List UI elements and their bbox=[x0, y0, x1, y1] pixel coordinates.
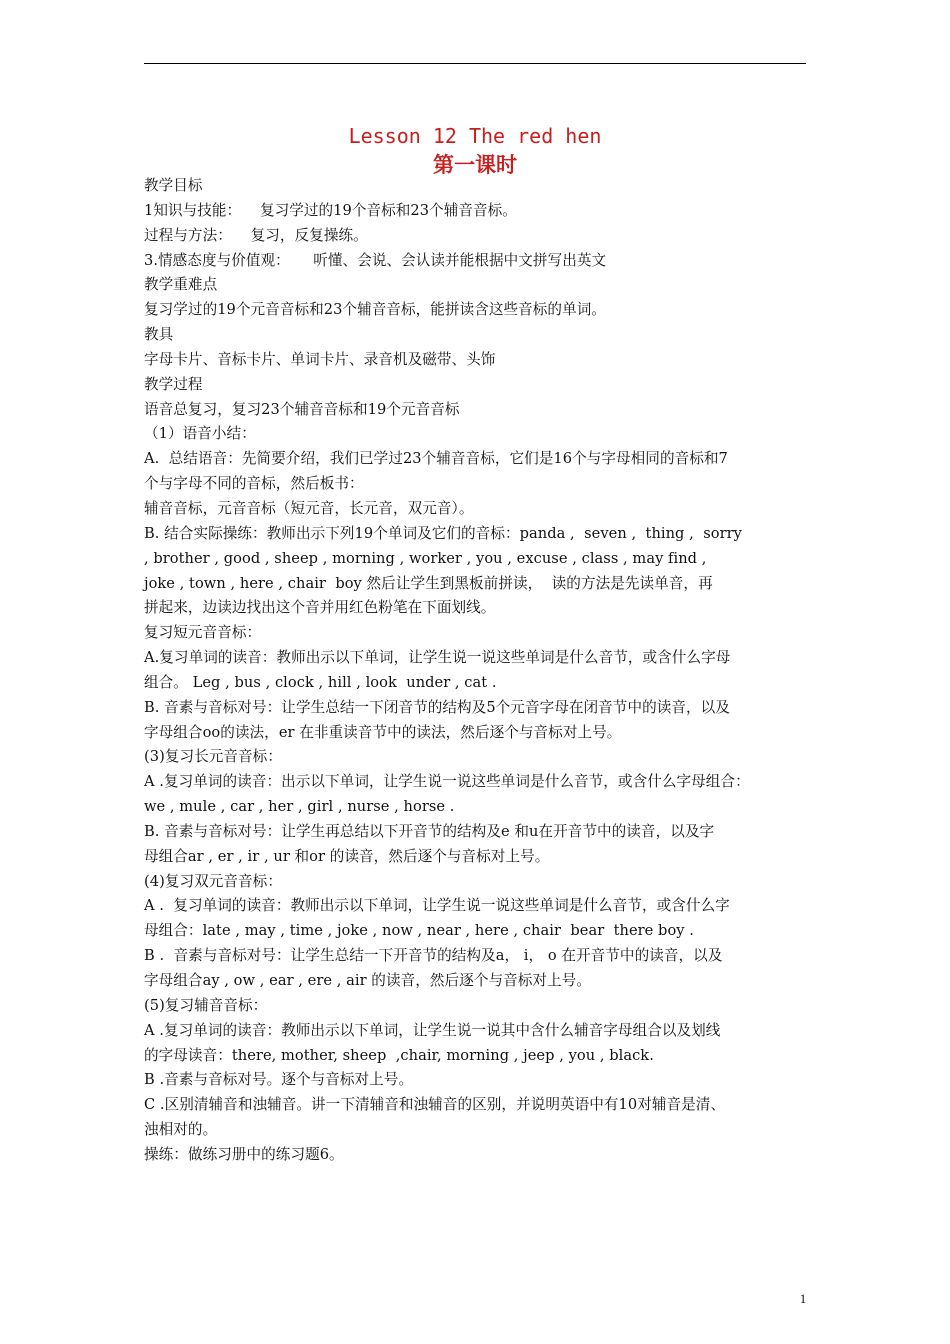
lesson-title: Lesson 12 The red hen bbox=[348, 124, 602, 148]
text-line: 组合。 Leg , bus , clock , hill , look under , cat . bbox=[144, 673, 497, 691]
text-line: A. 总结语音：先简要介绍，我们已学过23个辅音音标，它们是16个与字母相同的音标和7 bbox=[144, 450, 728, 468]
text-line: 字母卡片、音标卡片、单词卡片、录音机及磁带、头饰 bbox=[144, 350, 496, 368]
text-line: (5)复习辅音音标： bbox=[144, 996, 268, 1014]
page-number: 1 bbox=[799, 1291, 807, 1306]
text-line: 母组合ar , er , ir , ur 和or 的读音，然后逐个与音标对上号。 bbox=[144, 847, 550, 865]
text-line: (4)复习双元音音标： bbox=[144, 872, 282, 890]
text-line: C .区别清辅音和浊辅音。讲一下清辅音和浊辅音的区别，并说明英语中有10对辅音是清、 bbox=[144, 1096, 726, 1114]
text-line: , brother , good , sheep , morning , worker , you , excuse , class , may find , bbox=[144, 549, 707, 567]
text-line: 个与字母不同的音标，然后板书： bbox=[144, 475, 364, 493]
text-line: 教具 bbox=[144, 326, 174, 344]
text-line: B . 音素与音标对号：让学生总结一下开音节的结构及a， i， o 在开音节中的读音，以及 bbox=[144, 947, 723, 965]
text-line: 浊相对的。 bbox=[144, 1121, 218, 1139]
text-line: 复习学过的19个元音音标和23个辅音音标，能拼读含这些音标的单词。 bbox=[144, 301, 607, 319]
text-line: （1）语音小结： bbox=[144, 425, 256, 443]
text-line: B. 音素与音标对号：让学生再总结以下开音节的结构及e 和u在开音节中的读音，以及字 bbox=[144, 822, 715, 840]
text-line: joke , town , here , chair boy 然后让学生到黑板前拼读， 读的方法是先读单音，再 bbox=[144, 574, 713, 592]
header-rule bbox=[144, 63, 806, 64]
text-line: A .复习单词的读音：教师出示以下单词，让学生说一说其中含什么辅音字母组合以及划线 bbox=[144, 1021, 721, 1039]
text-line: 3.情感态度与价值观： 听懂、会说、会认读并能根据中文拼写出英文 bbox=[144, 251, 607, 269]
text-line: 字母组合oo的读法，er 在非重读音节中的读法，然后逐个与音标对上号。 bbox=[144, 723, 622, 741]
text-line: B. 结合实际操练：教师出示下列19个单词及它们的音标：panda , seven , thing , sorry bbox=[144, 524, 742, 542]
text-line: 的字母读音：there, mother, sheep ,chair, morning , jeep , you , black. bbox=[144, 1046, 654, 1064]
text-line: 语音总复习，复习23个辅音音标和19个元音音标 bbox=[144, 400, 460, 418]
text-line: B .音素与音标对号。逐个与音标对上号。 bbox=[144, 1071, 414, 1089]
text-line: we , mule , car , her , girl , nurse , horse . bbox=[144, 798, 455, 816]
text-line: 过程与方法： 复习，反复操练。 bbox=[144, 226, 368, 244]
text-line: A.复习单词的读音：教师出示以下单词，让学生说一说这些单词是什么音节，或含什么字母 bbox=[144, 649, 731, 667]
text-line: 操练：做练习册中的练习题6。 bbox=[144, 1145, 344, 1163]
text-line: A .复习单词的读音：出示以下单词，让学生说一说这些单词是什么音节，或含什么字母组合： bbox=[144, 773, 750, 791]
text-line: B. 音素与音标对号：让学生总结一下闭音节的结构及5个元音字母在闭音节中的读音，以及 bbox=[144, 698, 730, 716]
text-line: 字母组合ay , ow , ear , ere , air 的读音，然后逐个与音标对上号。 bbox=[144, 972, 591, 989]
text-line: 教学目标 bbox=[144, 177, 203, 194]
text-line: A . 复习单词的读音：教师出示以下单词，让学生说一说这些单词是什么音节，或含什么字 bbox=[144, 897, 730, 915]
text-line: 1知识与技能： 复习学过的19个音标和23个辅音音标。 bbox=[144, 201, 517, 219]
text-line: 拼起来，边读边找出这个音并用红色粉笔在下面划线。 bbox=[144, 599, 496, 617]
text-line: 复习短元音音标： bbox=[144, 624, 262, 642]
text-line: 辅音音标，元音音标（短元音，长元音，双元音）。 bbox=[144, 499, 474, 517]
text-line: (3)复习长元音音标： bbox=[144, 748, 282, 766]
document-body bbox=[144, 174, 812, 1168]
text-line: 教学过程 bbox=[144, 375, 203, 393]
text-line: 母组合：late , may , time , joke , now , near , here , chair bear there boy . bbox=[144, 922, 694, 940]
text-line: 教学重难点 bbox=[144, 276, 218, 294]
lesson-subtitle: 第一课时 bbox=[433, 152, 517, 177]
